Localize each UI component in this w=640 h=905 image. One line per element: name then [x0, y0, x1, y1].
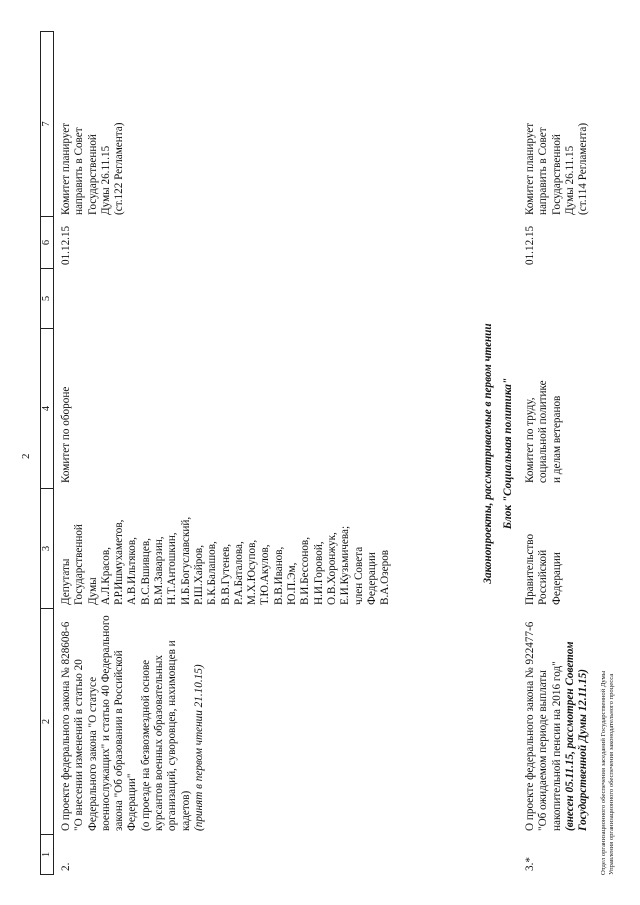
plan-line: Комитет планирует	[60, 122, 72, 215]
column-header-4: 4	[41, 329, 54, 489]
author-line: Б.К.Балашов,	[206, 541, 219, 605]
row-number: 3.*	[524, 857, 536, 871]
author-line: Российской	[537, 549, 550, 605]
plan-line: направить в Совет	[537, 127, 550, 215]
responsible-committee	[524, 333, 564, 483]
plan-note	[60, 45, 126, 215]
author-line: Р.Р.Ишмухаметов,	[113, 519, 126, 605]
author-line: Федерации	[365, 552, 378, 605]
bill-title-line: "О внесении изменений в статью 20	[73, 659, 86, 831]
section-title: Законопроекты, рассматриваемые в первом чтении	[482, 323, 494, 584]
author-line: В.М.Заварзин,	[153, 536, 166, 605]
plan-line: Думы 26.11.15	[99, 145, 112, 215]
author-line: А.В.Ильтяков,	[126, 537, 139, 605]
bill-description	[524, 613, 590, 831]
plan-line: Думы 26.11.15	[563, 145, 576, 215]
bill-title-line: курсантов военных образовательных	[153, 655, 166, 831]
author-line: Правительство	[524, 533, 536, 605]
consideration-date: 01.12.15	[524, 225, 536, 265]
column-header-3: 3	[41, 489, 54, 609]
bill-title-line: закона "Об образовании в Российской	[113, 650, 126, 831]
author-line: И.Б.Богуславский,	[179, 516, 192, 605]
consideration-date: 01.12.15	[60, 225, 72, 265]
committee-line: и делам ветеранов	[550, 395, 563, 483]
author-line: Депутаты	[60, 558, 72, 605]
author-line: О.В.Хоронжук,	[325, 532, 338, 605]
column-header-1: 1	[41, 835, 54, 875]
bill-title-line: накопительной пенсии на 2016 год"	[550, 661, 563, 831]
bill-status-note: Государственной Думы 12.11.15)	[577, 669, 590, 831]
author-line: В.В.Иванов,	[272, 546, 285, 605]
author-line: М.Х.Юсупов,	[246, 539, 259, 605]
author-line: Е.И.Кузьмичева;	[339, 525, 352, 605]
author-line: Ю.П.Эм,	[286, 562, 299, 605]
bill-authors	[60, 493, 392, 605]
author-line: В.И.Бессонов,	[299, 537, 312, 605]
author-line: Государственной	[73, 524, 86, 605]
author-line: В.С.Вшивцев,	[139, 538, 152, 605]
bill-description	[60, 613, 206, 831]
bill-status-note: (принят в первом чтении 21.10.15)	[192, 664, 205, 831]
plan-line: (ст.114 Регламента)	[577, 122, 590, 215]
committee-line: Комитет по труду,	[524, 397, 536, 483]
footer	[600, 671, 616, 875]
column-header-5: 5	[41, 269, 54, 329]
plan-line: (ст.122 Регламента)	[113, 122, 126, 215]
bill-status-note: (внесен 05.11.15, рассмотрен Советом	[563, 641, 576, 831]
row-number: 2.	[60, 862, 72, 871]
bill-title-line: О проекте федерального закона № 828608-6	[60, 621, 72, 831]
column-header-7: 7	[41, 32, 54, 217]
block-title: Блок "Социальная политика"	[502, 377, 514, 530]
author-line: Федерации	[550, 552, 563, 605]
bill-title-line: кадетов)	[179, 790, 192, 831]
author-line: Н.Т.Антошкин,	[166, 532, 179, 605]
author-line: член Совета	[352, 546, 365, 605]
author-line: А.Л.Красов,	[99, 547, 112, 605]
plan-line: Государственной	[550, 134, 563, 215]
bill-title-line: организаций, суворовцев, нахимовцев и	[166, 640, 179, 831]
author-line: Т.Ю.Акулов,	[259, 544, 272, 605]
committee-line: социальной политике	[537, 380, 550, 483]
author-line: Р.А.Баталова,	[232, 541, 245, 605]
author-line: Н.И.Горовой,	[312, 541, 325, 605]
plan-line: Государственной	[86, 134, 99, 215]
footer-line: Управления организационного обеспечения законодательного процесса	[608, 673, 615, 875]
column-header-6: 6	[41, 217, 54, 269]
bill-title-line: "Об ожидаемом периоде выплаты	[537, 670, 550, 831]
responsible-committee	[60, 333, 73, 483]
footer-line: Отдел организационного обеспечения заседаний Государственной Думы	[600, 670, 607, 875]
plan-line: Комитет планирует	[524, 122, 536, 215]
committee-line: Комитет по обороне	[60, 386, 72, 483]
bill-title-line: военнослужащих" и статью 40 Федерального	[99, 615, 112, 831]
page-number: 2	[20, 453, 32, 459]
bill-title-line: Федерации"	[126, 773, 139, 831]
bill-authors	[524, 493, 564, 605]
table-header	[40, 31, 54, 875]
author-line: Р.Ш.Хайров,	[192, 544, 205, 605]
author-line: Думы	[86, 577, 99, 605]
plan-note	[524, 45, 590, 215]
bill-title-line: Федерального закона "О статусе	[86, 676, 99, 831]
author-line: В.А.Озеров	[379, 549, 392, 605]
author-line: В.В.Гутенев,	[219, 543, 232, 605]
bill-title-line: (о проезде на безвозмездной основе	[139, 659, 152, 831]
bill-title-line: О проекте федерального закона № 922477-6	[524, 621, 536, 831]
column-header-2: 2	[41, 609, 54, 835]
plan-line: направить в Совет	[73, 127, 86, 215]
